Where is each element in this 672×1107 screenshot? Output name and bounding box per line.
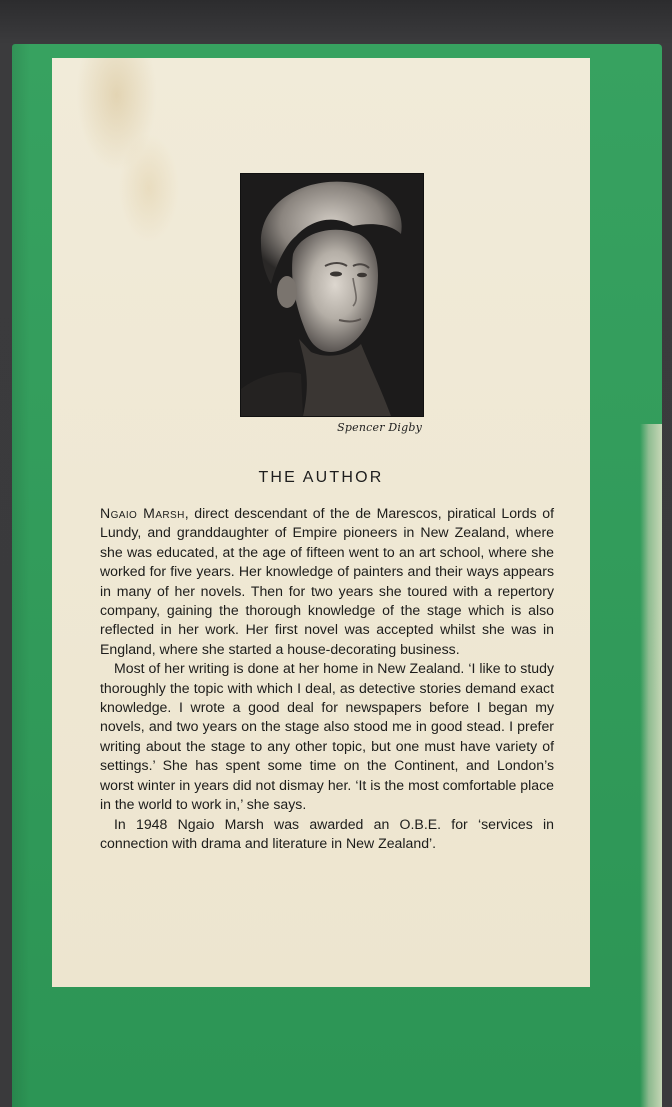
cover-worn-edge [640, 424, 662, 1107]
biography-paragraph-2: Most of her writing is done at her home in New Zealand. ‘I like to study thoroughly the topic with which I deal, as detective stories demand exact knowledge. I wrote a good deal for newspapers before I began my novels, and two years on the stage also stood me in good stead. I prefer writing about the stage to any other topic, but one must have variety of settings.’ She has spent some time on the Continent, and London’s worst winter in years did not dismay her. ‘It is the most comfortable place in the world to work in,’ she says. [100, 660, 554, 813]
biography-paragraph-1-text: , direct descendant of the de Marescos, piratical Lords of Lundy, and granddaughter of Empire pioneers in New Zealand, where she was educated, at the age of fifteen went to an art school, where she worked for five years. Her knowledge of painters and their ways appears in many of her novels. Then for two years she toured with a repertory company, gaining the thorough knowledge of the stage which is also reflected in her work. Her first novel was accepted whilst she was in England, where she started a house-decorating business. [100, 505, 554, 657]
portrait-silhouette [241, 174, 423, 416]
author-portrait-photo [240, 173, 424, 417]
author-name-lead: Ngaio Marsh [100, 505, 185, 521]
author-panel [52, 58, 590, 987]
section-heading: THE AUTHOR [258, 469, 384, 486]
photo-credit: Spencer Digby [337, 421, 422, 434]
author-biography [100, 504, 554, 853]
biography-paragraph-1 [100, 504, 554, 659]
biography-paragraph-3: In 1948 Ngaio Marsh was awarded an O.B.E. for ‘services in connection with drama and literature in New Zealand’. [100, 815, 554, 851]
